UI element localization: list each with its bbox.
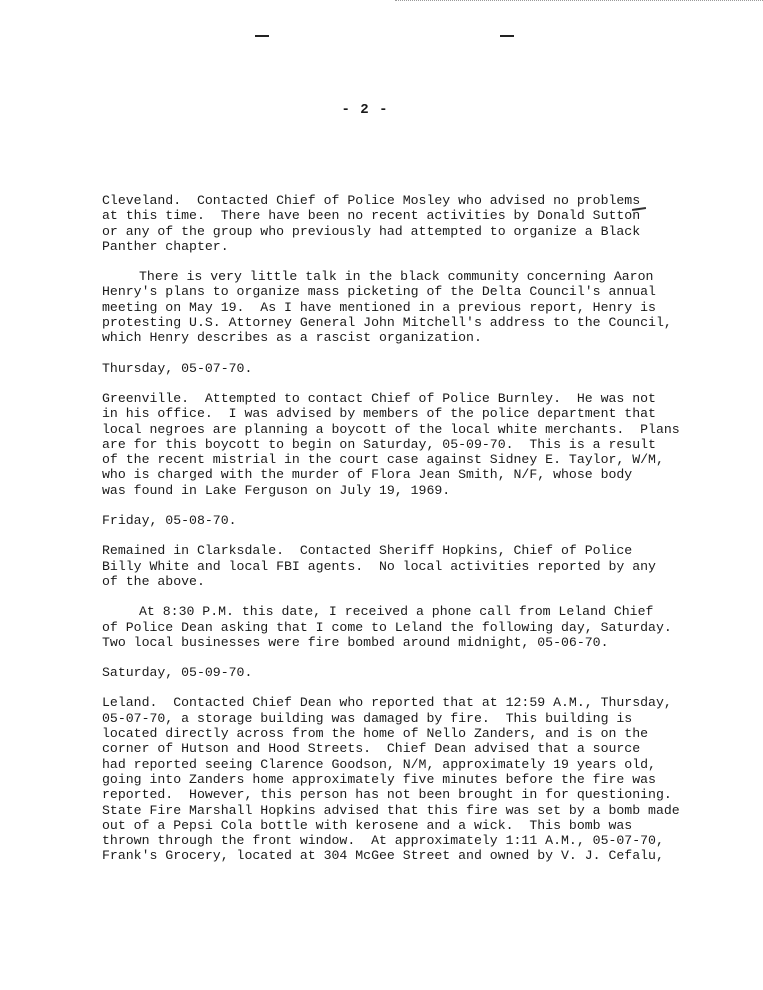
text-line: Frank's Grocery, located at 304 McGee Street and owned by V. J. Cefalu, bbox=[102, 848, 664, 864]
text-line: corner of Hutson and Hood Streets. Chief Dean advised that a source bbox=[102, 741, 641, 757]
text-line: at this time. There have been no recent activities by Donald Sutton bbox=[102, 208, 641, 224]
text-line: Billy White and local FBI agents. No local activities reported by any bbox=[102, 558, 656, 574]
text-line: local negroes are planning a boycott of the local white merchants. Plans bbox=[102, 421, 680, 437]
text-line: of the recent mistrial in the court case against Sidney E. Taylor, W/M, bbox=[102, 452, 664, 468]
text-line: was found in Lake Ferguson on July 19, 1969. bbox=[102, 482, 451, 498]
paragraph-phone-call bbox=[102, 604, 672, 650]
date-heading-saturday: Saturday, 05-09-70. bbox=[102, 665, 253, 681]
text-line: 05-07-70, a storage building was damaged by fire. This building is bbox=[102, 710, 633, 726]
text-line: Cleveland. Contacted Chief of Police Mosley who advised no problems bbox=[102, 193, 641, 208]
text-line: who is charged with the murder of Flora Jean Smith, N/F, whose body bbox=[102, 467, 633, 483]
text-line: are for this boycott to begin on Saturday, 05-09-70. This is a result bbox=[102, 436, 656, 452]
paragraph-leland bbox=[102, 695, 680, 864]
paragraph-cleveland bbox=[102, 193, 662, 254]
text-line: had reported seeing Clarence Goodson, N/M, approximately 19 years old, bbox=[102, 756, 656, 772]
text-line: out of a Pepsi Cola bottle with kerosene and a wick. This bomb was bbox=[102, 817, 633, 833]
text-line: Remained in Clarksdale. Contacted Sheriff Hopkins, Chief of Police bbox=[102, 543, 633, 559]
date-heading-thursday: Thursday, 05-07-70. bbox=[102, 360, 253, 376]
text-line: Leland. Contacted Chief Dean who reported that at 12:59 A.M., Thursday, bbox=[102, 695, 672, 711]
date-heading-friday: Friday, 05-08-70. bbox=[102, 513, 237, 529]
paragraph-clarksdale bbox=[102, 543, 662, 589]
text-line: going into Zanders home approximately five minutes before the fire was bbox=[102, 771, 656, 787]
report-body bbox=[102, 193, 680, 879]
text-line: Two local businesses were fire bombed around midnight, 05-06-70. bbox=[102, 634, 609, 650]
text-line: or any of the group who previously had attempted to organize a Black bbox=[102, 223, 641, 239]
text-line: thrown through the front window. At approximately 1:11 A.M., 05-07-70, bbox=[102, 833, 664, 849]
text-line: Greenville. Attempted to contact Chief of Police Burnley. He was not bbox=[102, 390, 656, 406]
header-mark-left bbox=[255, 35, 269, 37]
text-line: Panther chapter. bbox=[102, 238, 229, 254]
text-line: which Henry describes as a rascist organization. bbox=[102, 330, 482, 346]
text-line: of the above. bbox=[102, 573, 205, 589]
page-number: - 2 - bbox=[341, 102, 389, 118]
paragraph-greenville bbox=[102, 390, 680, 498]
text-line: reported. However, this person has not been brought in for questioning. bbox=[102, 787, 672, 803]
text-line: There is very little talk in the black community concerning Aaron bbox=[139, 269, 654, 285]
paragraph-aaron-henry bbox=[102, 269, 672, 346]
text-line: meeting on May 19. As I have mentioned in a previous report, Henry is bbox=[102, 299, 656, 315]
text-line: in his office. I was advised by members of the police department that bbox=[102, 406, 656, 422]
text-line: State Fire Marshall Hopkins advised that this fire was set by a bomb made bbox=[102, 802, 680, 818]
top-dotted-border bbox=[395, 0, 763, 3]
header-mark-right bbox=[500, 35, 514, 37]
text-line: protesting U.S. Attorney General John Mitchell's address to the Council, bbox=[102, 315, 672, 331]
text-line: At 8:30 P.M. this date, I received a phone call from Leland Chief bbox=[139, 604, 654, 620]
text-line: located directly across from the home of Nello Zanders, and is on the bbox=[102, 726, 649, 742]
text-line: of Police Dean asking that I come to Leland the following day, Saturday. bbox=[102, 619, 672, 635]
text-line: Henry's plans to organize mass picketing of the Delta Council's annual bbox=[102, 284, 656, 300]
